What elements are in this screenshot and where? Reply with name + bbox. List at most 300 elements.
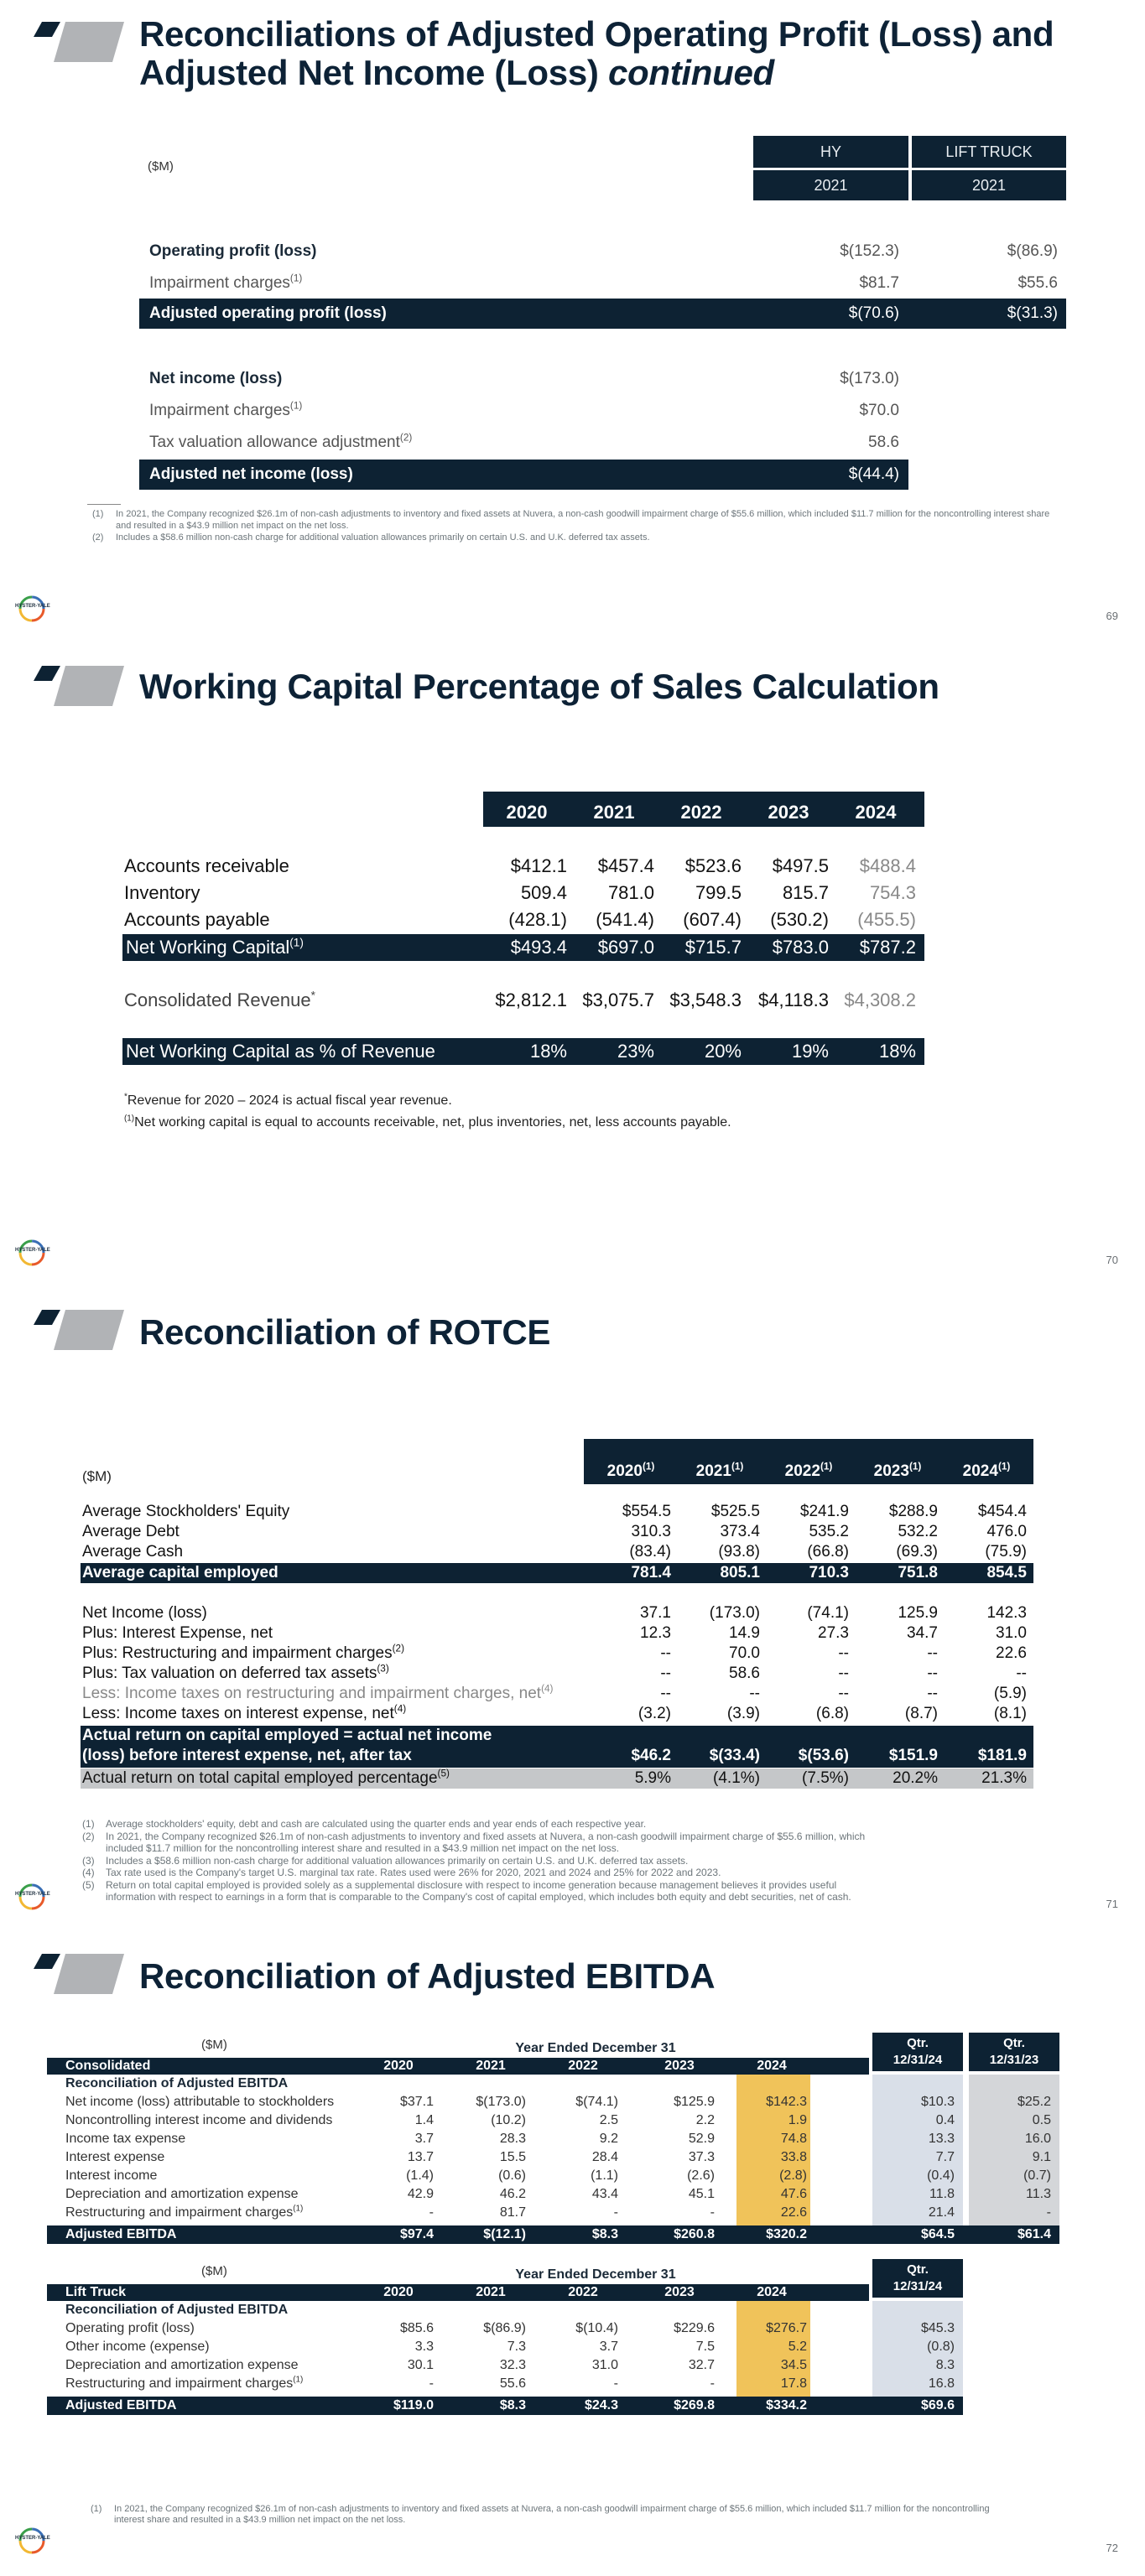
footnote-num: (3) — [82, 1854, 95, 1867]
value-cell: $554.5 — [622, 1503, 671, 1520]
qtr-value: 21.4 — [928, 2205, 955, 2220]
value-cell: (8.1) — [993, 1705, 1027, 1722]
total-value: $8.3 — [591, 2227, 618, 2241]
value-cell: 1.4 — [414, 2113, 434, 2127]
value-hy: $81.7 — [859, 274, 899, 292]
value-cell: (74.1) — [807, 1604, 849, 1622]
row-label — [124, 882, 200, 904]
row-label-text: Average Cash — [82, 1543, 184, 1561]
total-value: $24.3 — [584, 2398, 618, 2412]
avg-capital-value: 751.8 — [898, 1564, 938, 1581]
total-value: $(12.1) — [483, 2227, 526, 2241]
value-cell: 52.9 — [688, 2132, 715, 2146]
value-cell: 14.9 — [729, 1624, 760, 1642]
value-cell: (455.5) — [857, 909, 916, 930]
footnote — [82, 1831, 1055, 1843]
page-title: Reconciliations of Adjusted Operating Profit (Loss) and Adjusted Net Income (Loss) continued — [139, 14, 1054, 92]
value-cell: $525.5 — [710, 1503, 760, 1520]
footnote-text: Average stockholders' equity, debt and cash are calculated using the quarter ends and year ends of each respective year. — [106, 1818, 647, 1830]
actual-return-value: $181.9 — [977, 1747, 1027, 1764]
value-cell: (6.8) — [815, 1705, 849, 1722]
value-cell: 754.3 — [869, 882, 916, 903]
value-cell: (1.1) — [591, 2168, 618, 2183]
pct-row-value: (7.5%) — [802, 1769, 849, 1787]
row-label-text: Less: Income taxes on restructuring and impairment charges, net — [82, 1685, 542, 1702]
pct-label — [126, 1041, 435, 1062]
revenue-label — [124, 989, 315, 1011]
row-label-text: Restructuring and impairment charges — [65, 2205, 294, 2220]
year-text: 2023 — [873, 1462, 909, 1480]
qtr-label: Qtr. — [907, 2036, 929, 2050]
total-label: Adjusted EBITDA — [65, 2227, 177, 2241]
total-value: $269.8 — [674, 2398, 715, 2412]
qtr-value: 16.8 — [928, 2376, 955, 2391]
value-cell: $457.4 — [597, 855, 654, 876]
value-cell: -- — [660, 1665, 671, 1682]
year-text: 2021 — [695, 1462, 731, 1480]
row-label — [82, 1685, 553, 1703]
row-label-sup: (3) — [377, 1663, 389, 1675]
qtr-value: 13.3 — [928, 2132, 955, 2146]
qtr-value: $10.3 — [920, 2095, 955, 2109]
value-cell: 32.7 — [688, 2358, 715, 2372]
revenue-value: $4,118.3 — [757, 989, 829, 1010]
value-cell: 3.7 — [414, 2132, 434, 2146]
avg-capital-label — [82, 1564, 278, 1582]
value-cell: (8.7) — [904, 1705, 938, 1722]
row-label — [82, 1503, 289, 1521]
value-cell: -- — [927, 1644, 938, 1662]
avg-capital-label-text: Average capital employed — [82, 1564, 278, 1581]
qtr-value: (0.4) — [927, 2168, 955, 2183]
avg-capital-value: 805.1 — [720, 1564, 760, 1581]
unit-label: ($M) — [148, 159, 174, 174]
row-label-text: Average Debt — [82, 1523, 180, 1540]
pct-row-label-text: Actual return on total capital employed percentage — [82, 1769, 438, 1787]
row-label-text: Inventory — [124, 882, 200, 903]
total-value: $334.2 — [766, 2398, 807, 2412]
value-cell: 781.0 — [607, 882, 654, 903]
col-header-hy: HY — [753, 136, 908, 168]
value-cell: -- — [927, 1665, 938, 1682]
qtr-value: - — [1046, 2205, 1051, 2220]
revenue-label-text: Consolidated Revenue — [124, 989, 311, 1010]
nwc-value: $783.0 — [772, 937, 829, 958]
value-cell: 58.6 — [729, 1665, 760, 1682]
value-cell: $241.9 — [799, 1503, 849, 1520]
footnote-text: information with respect to earnings in a form that is comparable to the Company's cost of capital employed, which includes both equity and debt securities, net of cash. — [106, 1891, 851, 1903]
year-sup: (1) — [820, 1461, 833, 1472]
value-cell: 28.4 — [591, 2150, 618, 2164]
value-cell: 81.7 — [499, 2205, 526, 2220]
value-cell: 31.0 — [996, 1624, 1027, 1642]
year-header — [765, 1462, 852, 1481]
row-label-text: Plus: Interest Expense, net — [82, 1624, 273, 1642]
row-label — [149, 274, 302, 293]
value-cell: 70.0 — [729, 1644, 760, 1662]
value-lift-truck: $(86.9) — [1007, 242, 1058, 260]
subheader: Reconciliation of Adjusted EBITDA — [65, 2076, 289, 2090]
qtr-value: 9.1 — [1032, 2150, 1051, 2164]
brand-stripes-icon — [32, 662, 131, 709]
year-header: 2021 — [476, 2285, 506, 2299]
nwc-value: $715.7 — [684, 937, 742, 958]
year-header: 2023 — [664, 2059, 695, 2073]
value-cell: 34.5 — [780, 2358, 807, 2372]
year-header: 2023 — [664, 2285, 695, 2299]
qtr-date: 12/31/23 — [989, 2053, 1039, 2067]
row-label-text: Restructuring and impairment charges — [65, 2376, 294, 2391]
value-cell: (83.4) — [629, 1543, 671, 1561]
value-cell: -- — [660, 1644, 671, 1662]
value-cell: (5.9) — [993, 1685, 1027, 1702]
qtr-label: Qtr. — [1003, 2036, 1025, 2050]
year-sup: (1) — [908, 1461, 922, 1472]
year-header: 2024 — [757, 2059, 787, 2073]
row-label — [65, 2376, 303, 2392]
value-cell: (607.4) — [683, 909, 742, 930]
row-label-text: Tax valuation allowance adjustment — [149, 434, 400, 451]
page-number: 69 — [1106, 610, 1118, 622]
actual-return-value: $(33.4) — [709, 1747, 760, 1764]
value-cell: 15.5 — [499, 2150, 526, 2164]
year-header: 2022 — [568, 2059, 598, 2073]
pct-value: 19% — [791, 1041, 829, 1062]
total-value: $260.8 — [674, 2227, 715, 2241]
brand-stripes-icon — [32, 1950, 131, 1997]
row-label — [65, 2205, 303, 2220]
year-header: 2021 — [476, 2059, 506, 2073]
value-cell: (0.6) — [498, 2168, 526, 2183]
revenue-value: $3,075.7 — [582, 989, 654, 1010]
nwc-label-text: Net Working Capital — [126, 937, 290, 958]
row-label-sup: (2) — [392, 1643, 404, 1654]
year-text: 2022 — [784, 1462, 820, 1480]
pct-row-value: 21.3% — [981, 1769, 1027, 1787]
col-header-lift-truck: LIFT TRUCK — [912, 136, 1066, 168]
footnote-text: included $11.7 million for the noncontrolling interest share and resulted in a $43.9 million net impact on the net loss. — [106, 1842, 620, 1854]
hyster-yale-logo: HYSTER-YALE — [18, 2527, 45, 2554]
value-cell: $229.6 — [674, 2321, 715, 2335]
qtr-value: 0.4 — [935, 2113, 955, 2127]
year-text: 2024 — [962, 1462, 998, 1480]
value-cell: 535.2 — [809, 1523, 849, 1540]
value-cell: (3.9) — [726, 1705, 760, 1722]
row-label — [65, 2132, 185, 2147]
value-cell: 28.3 — [499, 2132, 526, 2146]
value-cell: 373.4 — [720, 1523, 760, 1540]
row-label-text: Interest expense — [65, 2150, 165, 2164]
row-label-sup: (1) — [289, 400, 303, 412]
footnotes: (1) In 2021, the Company recognized $26.1m of non-cash adjustments to inventory and fixed assets at Nuvera, a non-cash goodwill impairment charge of $55.6 million, which included $11.7 million for the noncontrolling interest share and resulted in a $43.9 million net impact on the net loss. (2) Includes a $58.6 million non-cash charge for additional valuation allowances primarily on certain U.S. and U.K. deferred tax assets. — [92, 509, 1050, 543]
value-cell: 532.2 — [898, 1523, 938, 1540]
row-label-text: Impairment charges — [149, 274, 290, 292]
value-cell: (66.8) — [807, 1543, 849, 1561]
value-hy: $(70.6) — [848, 304, 899, 322]
qtr-value: 0.5 — [1032, 2113, 1051, 2127]
footnote-num: (2) — [82, 1830, 95, 1842]
row-label-text: Adjusted net income (loss) — [149, 465, 353, 483]
qtr-value: $25.2 — [1017, 2095, 1051, 2109]
row-label — [149, 242, 317, 261]
value-cell: -- — [838, 1685, 849, 1702]
value-cell: (541.4) — [596, 909, 654, 930]
value-cell: (530.2) — [770, 909, 829, 930]
nwc-value: $697.0 — [597, 937, 654, 958]
row-label — [82, 1705, 406, 1723]
footnote-num — [82, 1842, 106, 1855]
row-label — [82, 1543, 183, 1561]
value-cell: -- — [838, 1644, 849, 1662]
section-name: Consolidated — [65, 2059, 151, 2073]
revenue-note: *Revenue for 2020 – 2024 is actual fiscal year revenue. — [124, 1092, 452, 1108]
value-cell: 45.1 — [688, 2187, 715, 2201]
footnote — [82, 1855, 1055, 1867]
value-cell: 31.0 — [591, 2358, 618, 2372]
pct-row-value: 5.9% — [634, 1769, 671, 1787]
brand-stripes-icon — [32, 1306, 131, 1353]
avg-capital-value: 710.3 — [809, 1564, 849, 1581]
actual-return-value: $46.2 — [631, 1747, 671, 1764]
value-cell: (2.6) — [687, 2168, 715, 2183]
total-qtr-value: $61.4 — [1017, 2227, 1051, 2241]
row-label-sup: (2) — [399, 432, 413, 444]
footnote-text: In 2021, the Company recognized $26.1m of non-cash adjustments to inventory and fixed assets at Nuvera, a non-cash goodwill impairment charge of $55.6 million, which — [106, 1830, 866, 1842]
footnote — [82, 1867, 1055, 1879]
hyster-yale-logo: HYSTER-YALE — [18, 1883, 45, 1910]
value-cell: $37.1 — [399, 2095, 434, 2109]
nwc-label-sup: (1) — [289, 936, 304, 949]
page-number: 72 — [1106, 2542, 1118, 2554]
year-header — [943, 1462, 1030, 1481]
year-ended-label: Year Ended December 31 — [515, 2041, 676, 2055]
row-label — [82, 1624, 273, 1643]
value-cell: - — [429, 2205, 434, 2220]
row-label-text: Depreciation and amortization expense — [65, 2358, 299, 2372]
row-label-text: Plus: Tax valuation on deferred tax assets — [82, 1665, 377, 1682]
value-cell: $488.4 — [859, 855, 916, 876]
value-cell: 47.6 — [780, 2187, 807, 2201]
footnote — [82, 1891, 1055, 1903]
row-label-text: Adjusted operating profit (loss) — [149, 304, 387, 322]
nwc-label — [126, 937, 304, 958]
value-cell: (428.1) — [508, 909, 567, 930]
subheader: Reconciliation of Adjusted EBITDA — [65, 2303, 289, 2317]
row-label — [65, 2358, 299, 2373]
footnote-num: (4) — [82, 1867, 95, 1878]
value-cell: $454.4 — [977, 1503, 1027, 1520]
value-cell: $276.7 — [766, 2321, 807, 2335]
value-cell: $(173.0) — [476, 2095, 526, 2109]
qtr-value: 7.7 — [935, 2150, 955, 2164]
page-title: Working Capital Percentage of Sales Calculation — [139, 667, 939, 706]
section-name: Lift Truck — [65, 2285, 127, 2299]
value-cell: (75.9) — [985, 1543, 1027, 1561]
row-label-text: Average Stockholders' Equity — [82, 1503, 290, 1520]
footnote — [82, 1879, 1055, 1892]
footnote-num: (5) — [82, 1878, 95, 1891]
value-cell: $497.5 — [772, 855, 829, 876]
value-cell: 42.9 — [407, 2187, 434, 2201]
value-cell: $412.1 — [510, 855, 567, 876]
footnote-text: Includes a $58.6 million non-cash charge for additional valuation allowances primarily on certain U.S. and U.K. deferred tax assets. — [106, 1854, 689, 1867]
row-label — [149, 402, 302, 420]
value-cell: 22.6 — [780, 2205, 807, 2220]
value-lift-truck: $55.6 — [1017, 274, 1058, 292]
pct-row-value: 20.2% — [893, 1769, 938, 1787]
value-cell: 13.7 — [407, 2150, 434, 2164]
row-label-text: Net income (loss) attributable to stockholders — [65, 2095, 335, 2109]
row-label — [82, 1665, 389, 1683]
title-continued: continued — [607, 53, 774, 92]
value-cell: 509.4 — [520, 882, 567, 903]
footnote — [82, 1842, 1055, 1855]
value-cell: 3.7 — [599, 2340, 618, 2354]
value-hy: $70.0 — [859, 402, 899, 419]
value-cell: 476.0 — [986, 1523, 1027, 1540]
col-year-hy: 2021 — [753, 170, 908, 200]
actual-return-label-1: Actual return on capital employed = actual net income — [82, 1727, 492, 1744]
year-header: 2020 — [383, 2059, 414, 2073]
year-header: 2021 — [593, 802, 635, 823]
value-cell: -- — [927, 1685, 938, 1702]
value-cell: 142.3 — [986, 1604, 1027, 1622]
qtr-value: $45.3 — [920, 2321, 955, 2335]
qtr-value: (0.7) — [1023, 2168, 1051, 2183]
pct-row-value: (4.1%) — [713, 1769, 760, 1787]
pct-value: 23% — [617, 1041, 654, 1062]
row-label — [65, 2168, 157, 2184]
total-value: $320.2 — [766, 2227, 807, 2241]
year-sup: (1) — [642, 1461, 655, 1472]
qtr-value: (0.8) — [927, 2340, 955, 2354]
total-label: Adjusted EBITDA — [65, 2398, 177, 2412]
slide-rotce — [0, 1288, 1145, 1932]
year-header: 2022 — [568, 2285, 598, 2299]
row-label — [124, 855, 289, 877]
pct-row-label-sup: (5) — [437, 1768, 450, 1779]
footnotes: (1) In 2021, the Company recognized $26.1m of non-cash adjustments to inventory and fixed assets at Nuvera, a non-cash goodwill impairment charge of $55.6 million, which included $11.7 million for the noncontrolling interest share and resulted in a $43.9 million net impact on the net loss. — [91, 2504, 990, 2525]
row-label-sup: (4) — [541, 1683, 554, 1695]
row-label-text: Income tax expense — [65, 2132, 186, 2146]
row-label-text: Interest income — [65, 2168, 158, 2183]
pct-value: 18% — [878, 1041, 916, 1062]
qtr-value: 11.3 — [1026, 2187, 1051, 2201]
year-header: 2024 — [855, 802, 897, 823]
value-cell: 5.2 — [788, 2340, 807, 2354]
avg-capital-value: 854.5 — [986, 1564, 1027, 1581]
row-label — [82, 1523, 180, 1541]
footnote-num — [82, 1891, 106, 1903]
actual-return-label-2: (loss) before interest expense, net, after tax — [82, 1747, 412, 1764]
row-label — [65, 2187, 299, 2202]
unit-label: ($M) — [82, 1468, 112, 1484]
qtr-label: Qtr. — [907, 2262, 929, 2277]
row-label-text: Depreciation and amortization expense — [65, 2187, 299, 2201]
value-hy: $(152.3) — [840, 242, 899, 260]
page-title: Reconciliation of ROTCE — [139, 1312, 551, 1352]
row-label-sup: (4) — [393, 1703, 407, 1715]
qtr-value: 8.3 — [935, 2358, 955, 2372]
row-label — [65, 2095, 334, 2110]
page-number: 71 — [1106, 1898, 1118, 1910]
value-cell: $523.6 — [684, 855, 742, 876]
value-cell: $142.3 — [766, 2095, 807, 2109]
year-header: 2020 — [506, 802, 548, 823]
value-cell: - — [429, 2376, 434, 2391]
qtr-value: 16.0 — [1024, 2132, 1051, 2146]
row-label-text: Noncontrolling interest income and dividends — [65, 2113, 333, 2127]
value-cell: 7.3 — [507, 2340, 526, 2354]
total-value: $8.3 — [499, 2398, 526, 2412]
slide-working-capital — [0, 644, 1145, 1288]
value-cell: - — [710, 2205, 715, 2220]
nwc-note: $^{(1)}$Net working capital is equal to accounts receivable, net, plus inventories, net, less accounts payable. — [124, 1114, 731, 1130]
revenue-value: $2,812.1 — [495, 989, 567, 1010]
row-label-text: Accounts receivable — [124, 855, 289, 876]
total-value: $97.4 — [399, 2227, 434, 2241]
pct-value: 18% — [529, 1041, 567, 1062]
value-cell: -- — [1016, 1665, 1027, 1682]
row-label — [149, 465, 353, 484]
year-header: 2024 — [757, 2285, 787, 2299]
revenue-label-sup: * — [310, 989, 315, 1002]
row-label — [65, 2340, 210, 2355]
row-label-text: Other income (expense) — [65, 2340, 210, 2354]
value-cell: 34.7 — [907, 1624, 938, 1642]
footnotes — [82, 1818, 1055, 1903]
year-ended-label: Year Ended December 31 — [515, 2267, 676, 2282]
value-cell: 3.3 — [414, 2340, 434, 2354]
row-label — [149, 434, 412, 452]
row-label-sup: (1) — [293, 2375, 304, 2385]
value-cell: 1.9 — [788, 2113, 807, 2127]
value-cell: (173.0) — [709, 1604, 760, 1622]
row-label-sup: (1) — [293, 2204, 304, 2214]
value-cell: (1.4) — [406, 2168, 434, 2183]
pct-value: 20% — [704, 1041, 742, 1062]
row-label-text: Operating profit (loss) — [65, 2321, 195, 2335]
qtr-date: 12/31/24 — [893, 2053, 943, 2067]
row-label — [65, 2150, 164, 2165]
footnote-text: Return on total capital employed is provided solely as a supplemental disclosure with respect to income generation because management believes it provides useful — [106, 1878, 837, 1891]
total-qtr-value: $64.5 — [920, 2227, 955, 2241]
nwc-value: $787.2 — [859, 937, 916, 958]
value-hy: 58.6 — [868, 434, 899, 451]
revenue-value: $4,308.2 — [844, 989, 916, 1010]
value-cell: 125.9 — [898, 1604, 938, 1622]
nwc-value: $493.4 — [510, 937, 567, 958]
value-hy: $(173.0) — [840, 370, 899, 387]
hyster-yale-logo: HYSTER-YALE — [18, 1239, 45, 1266]
year-sup: (1) — [997, 1461, 1011, 1472]
value-cell: $(86.9) — [483, 2321, 526, 2335]
year-header — [676, 1462, 763, 1481]
revenue-value: $3,548.3 — [669, 989, 742, 1010]
row-label-text: Impairment charges — [149, 402, 290, 419]
brand-stripes-icon — [32, 18, 131, 65]
row-label — [124, 909, 270, 931]
qtr-value: 11.8 — [929, 2187, 955, 2201]
row-label-text: Plus: Restructuring and impairment charges — [82, 1644, 393, 1662]
slide-adjusted-operating-profit — [0, 0, 1145, 644]
value-cell: 46.2 — [499, 2187, 526, 2201]
row-label — [82, 1644, 404, 1663]
value-cell: (10.2) — [491, 2113, 526, 2127]
actual-return-value: $(53.6) — [798, 1747, 849, 1764]
footnote-num: (1) — [82, 1818, 95, 1830]
value-cell: (93.8) — [718, 1543, 760, 1561]
